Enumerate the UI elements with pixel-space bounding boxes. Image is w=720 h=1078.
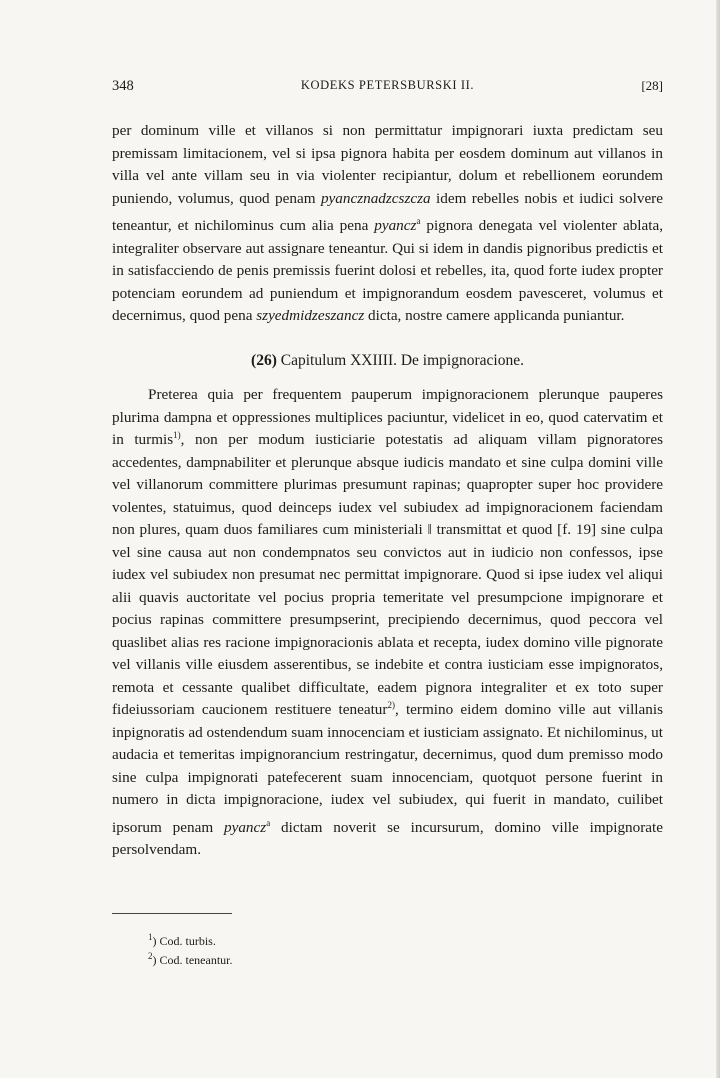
term-italic: pyancz	[224, 818, 267, 836]
page-header	[112, 78, 663, 100]
footnote-marker: 2)	[387, 700, 395, 710]
folio-marker: [f. 19]	[557, 521, 597, 539]
term-italic: pyancznadzcszcza	[320, 189, 431, 207]
footnote: $^1$) Cod. turbis.	[148, 932, 216, 948]
term-italic: pyancz	[374, 217, 417, 235]
section-title: Capitulum XXIIII. De impignoracione.	[280, 351, 524, 369]
footnote: $^2$) Cod. teneantur.	[148, 951, 233, 967]
footnotes	[148, 932, 232, 970]
main-text	[112, 120, 663, 862]
footnote-rule	[112, 913, 232, 914]
footnote-marker: 1)	[173, 430, 181, 440]
section-number: (26)	[251, 351, 277, 369]
section-heading	[112, 350, 663, 373]
page-edge	[716, 0, 720, 1078]
document-number: [28]	[641, 78, 663, 93]
paragraph-continued: per dominum ville et villanos si non permittatur impignorari iuxta predictam seu premissam limitacionem, vel si ipsa pignora habita per eosdem dominum aut villanos in villa vel ante villam seu in via violenter recipiantur, dolum et rebellionem eorundem puniendo, volumus, quod penam pyancznadzcszcza idem rebelles nobis et iudici solvere teneantur, et nichilominus cum alia pena pyancz$^a$ pignora denegata vel violenter ablata, integraliter observare aut assignare teneantur. Qui si idem in dandis pignoribus predictis et in satisfacciendo de penis premissis fuerint dolosi et rebelles, ita, quod forte iudex propter potenciam eorundem ad puniendum et impignorandum eosdem pavesceret, volumus et decernimus, quod pena szyedmidzeszancz dicta, nostre camere applicanda puniantur.	[112, 122, 663, 325]
running-title: KODEKS PETERSBURSKI II.	[300, 78, 475, 92]
page-number: 348	[112, 78, 134, 94]
paragraph-main: Preterea quia per frequentem pauperum impignoracionem plerunque pauperes plurima dampna et oppressiones multiplices paciuntur, videlicet in eo, quod catervatim et in turmis$^{1)}$, non per modum iusticiarie potestatis ad aliquam villam pignoratores accedentes, dampnabiliter et plerunque absque iudicis mandato et sine culpa domini ville vel villanorum committere plurimas presumunt rapinas; quapropter super hoc providere volentes, statuimus, quod deinceps iudex vel subiudex ad impignoracionem faciendam non plures, quam duos familiares cum ministeriali ‖ transmittat et quod [f. 19] sine culpa vel sine causa aut non condempnatos seu convictos aut in iudicio non confessos, ipse iudex vel subiudex non presumat nec permittat impignorare. Quod si ipse iudex vel aliqui alii quavis auctoritate vel pocius propria temeritate vel presumpcione impignorare et pocius rapinas committere presumpserint, precipiendo decernimus, quod peccora vel quaslibet alias res racione impignoracionis ablata et recepta, iudex domino ville pignorate vel villanis ville eiusdem asserentibus, se indebite et contra iusticiam esse impignoratos, remota et cessante qualibet difficultate, eadem pignora integraliter et ex toto super fideiussoriam caucionem restituere teneatur$^{2)}$, termino eidem domino ville aut villanis inpignoratis ad ostendendum suam innocenciam et iusticiam assignato. Et nichilominus, ut audacia et temeritas impignorancium restringatur, decernimus, quod dum premisso modo sine culpa impignorati patefecerent suam innocenciam, quotquot persone fuerint in numero in dicta impignoracione, iudex vel subiudex, qui fuerit in mandato, cuilibet ipsorum penam pyancz$^a$ dictam noverit se incursurum, domino ville impignorate persolvendam.	[112, 386, 663, 859]
term-italic: szyedmidzeszancz	[256, 307, 365, 325]
